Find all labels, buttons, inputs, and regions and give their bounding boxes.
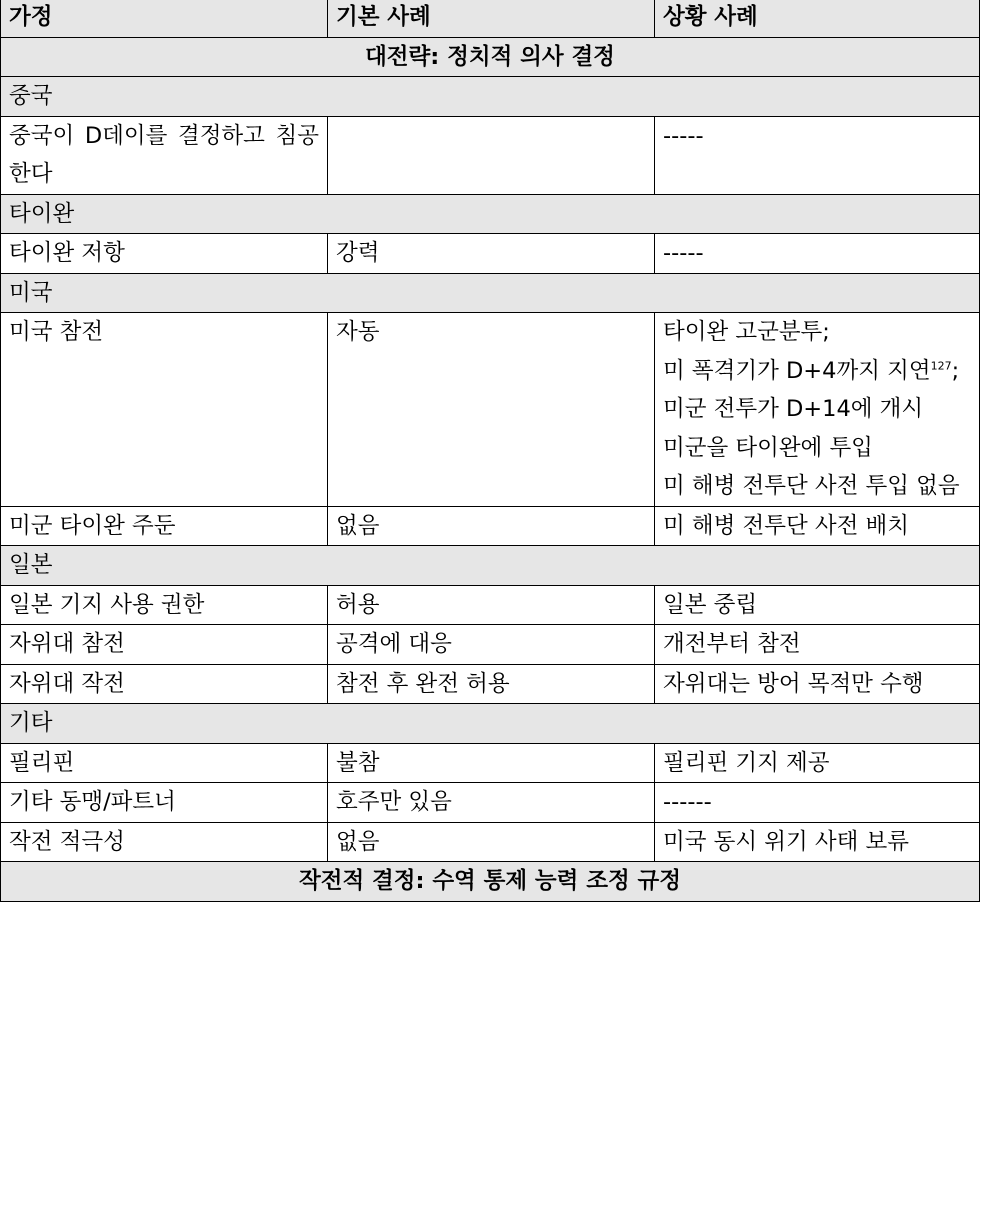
scenario-line: 미 해병 전투단 사전 투입 없음 xyxy=(663,473,960,499)
table-header-row xyxy=(1,0,980,37)
cell-assumption: 자위대 작전 xyxy=(1,664,328,704)
cell-assumption: 미군 타이완 주둔 xyxy=(1,506,328,546)
footnote-ref: 127 xyxy=(930,359,952,372)
group-row-china xyxy=(1,77,980,117)
table-row xyxy=(1,234,980,274)
group-label-china: 중국 xyxy=(1,77,980,117)
scenario-line: 미군을 타이완에 투입 xyxy=(663,434,873,461)
cell-base: 없음 xyxy=(328,506,655,546)
section-title-grand-strategy: 대전략: 정치적 의사 결정 xyxy=(1,37,980,77)
table-row xyxy=(1,506,980,546)
cell-assumption: 기타 동맹/파트너 xyxy=(1,783,328,823)
cell-base: 없음 xyxy=(328,822,655,862)
cell-scenario xyxy=(655,313,980,507)
scenario-line-text: ; xyxy=(951,357,960,384)
section-row-cutoff xyxy=(1,862,980,902)
table-row xyxy=(1,625,980,665)
group-label-other: 기타 xyxy=(1,704,980,744)
table-row xyxy=(1,585,980,625)
cell-scenario: 자위대는 방어 목적만 수행 xyxy=(655,664,980,704)
section-title-cutoff: 작전적 결정: 수역 통제 능력 조정 규정 xyxy=(1,862,980,902)
header-assumption: 가정 xyxy=(1,0,328,37)
cell-assumption: 일본 기지 사용 권한 xyxy=(1,585,328,625)
scenario-line: 타이완 고군분투; xyxy=(663,319,830,345)
group-row-taiwan xyxy=(1,194,980,234)
scenario-line xyxy=(663,352,971,391)
cell-base xyxy=(328,116,655,194)
table-row xyxy=(1,783,980,823)
cell-scenario: ----- xyxy=(655,234,980,274)
cell-scenario: 필리핀 기지 제공 xyxy=(655,743,980,783)
group-row-us xyxy=(1,273,980,313)
table-row xyxy=(1,664,980,704)
group-label-japan: 일본 xyxy=(1,546,980,586)
group-row-other xyxy=(1,704,980,744)
header-base-case: 기본 사례 xyxy=(328,0,655,37)
section-row-grand-strategy xyxy=(1,37,980,77)
cell-scenario: ----- xyxy=(655,116,980,194)
cell-base: 참전 후 완전 허용 xyxy=(328,664,655,704)
cell-base: 자동 xyxy=(328,313,655,507)
cell-assumption: 필리핀 xyxy=(1,743,328,783)
cell-base: 공격에 대응 xyxy=(328,625,655,665)
cell-assumption: 타이완 저항 xyxy=(1,234,328,274)
cell-base: 불참 xyxy=(328,743,655,783)
cell-base: 강력 xyxy=(328,234,655,274)
group-label-taiwan: 타이완 xyxy=(1,194,980,234)
cell-scenario: ------ xyxy=(655,783,980,823)
cell-base: 호주만 있음 xyxy=(328,783,655,823)
header-scenario-case: 상황 사례 xyxy=(655,0,980,37)
table-row xyxy=(1,822,980,862)
scenario-line-text: 미 폭격기가 D+4까지 지연 xyxy=(663,357,931,384)
table-row xyxy=(1,116,980,194)
scenario-line: 미군 전투가 D+14에 개시 xyxy=(663,396,924,422)
cell-scenario: 미국 동시 위기 사태 보류 xyxy=(655,822,980,862)
cell-scenario: 개전부터 참전 xyxy=(655,625,980,665)
group-row-japan xyxy=(1,546,980,586)
cell-assumption: 중국이 D데이를 결정하고 침공한다 xyxy=(1,116,328,194)
cell-assumption: 미국 참전 xyxy=(1,313,328,507)
cell-base: 허용 xyxy=(328,585,655,625)
cell-scenario: 일본 중립 xyxy=(655,585,980,625)
cell-scenario: 미 해병 전투단 사전 배치 xyxy=(655,506,980,546)
group-label-us: 미국 xyxy=(1,273,980,313)
cell-assumption: 작전 적극성 xyxy=(1,822,328,862)
table-row xyxy=(1,743,980,783)
cell-assumption: 자위대 참전 xyxy=(1,625,328,665)
table-row xyxy=(1,313,980,507)
